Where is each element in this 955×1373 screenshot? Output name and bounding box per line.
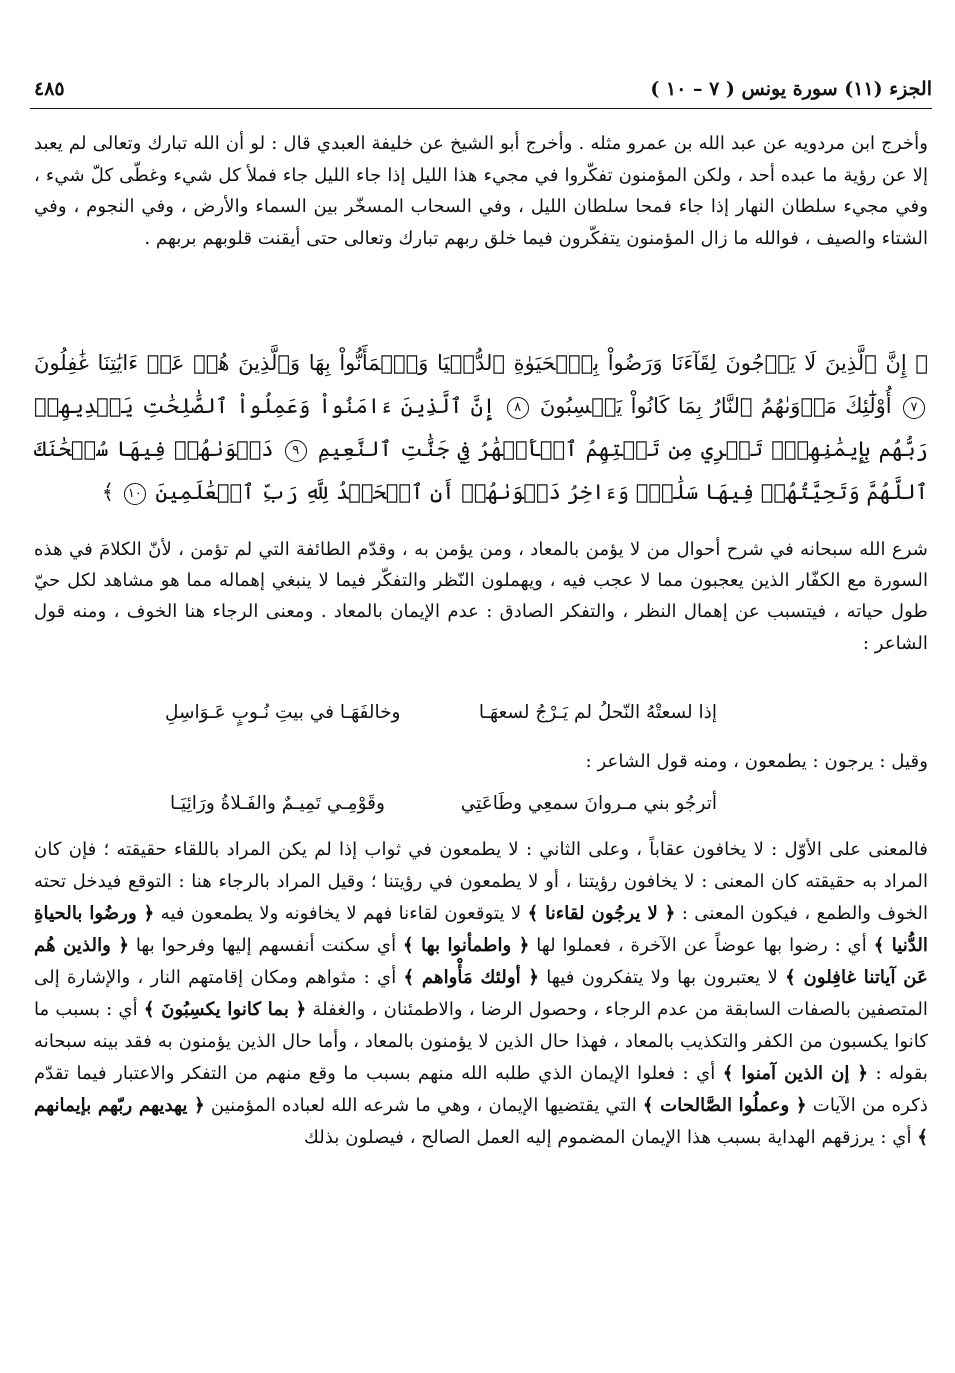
verse-number-8-marker: ٨ <box>507 397 529 419</box>
tafsir-text: أي : فعلوا الإيمان الذي طلبه الله منهم بسبب ما وقع منهم من التفكر والاعتبار فيما تقدّم ذكره من الآيات <box>34 1063 928 1116</box>
tafsir-text: أي : يرزقهم الهداية بسبب هذا الإيمان المضموم إليه العمل الصالح ، فيصلون بذلك <box>303 1127 918 1148</box>
quoted-phrase: ﴿ يهديهم ربّهم بإيمانهم ﴾ <box>34 1095 928 1148</box>
tafsir-text: فالمعنى على الأوّل : لا يخافون عقاباً ، وعلى الثاني : لا يطمعون في ثواب إذا لم يكن المراد باللقاء حقيقته ؛ فإن كان المراد به حقيقته كان المعنى : لا يخافون رؤيتنا ، أو لا يطمعون في رؤيتنا ؛ وقيل المراد بالرجاء هنا : التوقع فيدخل تحته الخوف والطمع ، فيكون المعنى : <box>34 839 928 924</box>
tafsir-text: أي سكنت أنفسهم إليها وفرحوا بها <box>128 935 404 956</box>
tafsir-paragraph <box>34 834 928 1154</box>
verse-number-10-marker: ١٠ <box>124 483 146 505</box>
quoted-phrase: ﴿ ورضُوا بالحياةِ الدُّنيا ﴾ <box>34 903 928 956</box>
page-number: ٤٨٥ <box>34 78 65 100</box>
verse-9: إِنَّ ٱلَّذِينَ ءَامَنُواْ وَعَمِلُواْ ٱلصَّٰلِحَٰتِ يَهۡدِيهِمۡ رَبُّهُم بِإِيمَٰنِهِمۡۖ تَجۡرِي مِن تَحۡتِهِمُ ٱلۡأَنۡهَٰرُ فِي جَنَّٰتِ ٱلنَّعِيمِ <box>34 394 928 461</box>
verse-7: إِنَّ ٱلَّذِينَ لَا يَرۡجُونَ لِقَآءَنَا وَرَضُواْ بِٱلۡحَيَوٰةِ ٱلدُّنۡيَا وَٱطۡمَأَنُّواْ بِهَا وَٱلَّذِينَ هُمۡ عَنۡ ءَايَٰتِنَا غَٰفِلُونَ <box>34 351 907 375</box>
ornate-bracket-close: ﴾ <box>101 480 115 504</box>
quoted-phrase: ﴿ بما كانوا يكسِبُونَ ﴾ <box>143 999 307 1020</box>
tafsir-text: أي : بسبب ما كانوا يكسبون من الكفر والتكذيب بالمعاد ، فهذا حال الذين لا يؤمنون بالمعاد ، وأما حال الذين يؤمنون به فقد بينه سبحانه بقوله : <box>34 999 928 1084</box>
tafsir-text: أي : مثواهم ومكان إقامتهم النار ، والإشارة إلى المتصفين بالصفات السابقة من عدم الرجاء ، وحصول الرضا ، والاطمئنان ، والغفلة <box>34 967 928 1020</box>
tafsir-text: التي يقتضيها الإيمان ، وهي ما شرعه الله لعباده المؤمنين <box>204 1095 643 1116</box>
verse-8: أُوْلَٰٓئِكَ مَأۡوَىٰهُمُ ٱلنَّارُ بِمَا كَانُواْ يَكۡسِبُونَ <box>539 394 892 418</box>
tafsir-text: أي : رضوا بها عوضاً عن الآخرة ، فعملوا لها <box>529 935 874 956</box>
poem2-first-hemistich: أترجُو بني مـروانَ سمعِي وطَاعَتِي <box>460 793 717 814</box>
verse-10: دَعۡوَىٰهُمۡ فِيهَا سُبۡحَٰنَكَ ٱللَّهُمَّ وَتَحِيَّتُهُمۡ فِيهَا سَلَٰمٞۚ وَءَاخِرُ دَعۡوَىٰهُمۡ أَنِ ٱلۡحَمۡدُ لِلَّهِ رَبِّ ٱلۡعَٰلَمِينَ <box>34 437 928 504</box>
quoted-phrase: ﴿ إن الذين آمنوا ﴾ <box>722 1063 869 1084</box>
running-title: الجزء (١١) سورة يونس ( ٧ – ١٠ ) <box>650 78 932 100</box>
ornate-bracket-open: ﴿ <box>915 351 928 375</box>
tafsir-text: لا يعتبرون بها ولا يتفكرون فيها <box>539 967 786 988</box>
quoted-phrase: ﴿ وعملُوا الصَّالحات ﴾ <box>642 1095 807 1116</box>
quoted-phrase: ﴿ لا يرجُون لقاءنا ﴾ <box>527 903 676 924</box>
commentary-paragraph: شرع الله سبحانه في شرح أحوال من لا يؤمن بالمعاد ، ومن يؤمن به ، وقدّم الطائفة التي لم تؤمن ، لأنّ الكلامَ في هذه السورة مع الكفّار الذين يعجبون مما لا عجب فيه ، ويهملون النّظر والتفكّر فيما لا ينبغي إهماله مما هو مشاهد لكل حيّ طول حياته ، فيتسبب عن إهمال النظر ، والتفكر الصادق : عدم الإيمان بالمعاد . ومعنى الرجاء هنا الخوف ، ومنه قول الشاعر : <box>34 539 928 654</box>
poem1-second-hemistich: وخالفَهَـا في بيتِ نُـوبٍ عَـوَاسِلِ <box>165 702 401 723</box>
verse-number-9-marker: ٩ <box>285 440 307 462</box>
quoted-phrase: ﴿ أولئك مَأْواهم ﴾ <box>403 967 540 988</box>
poem1-first-hemistich: إذا لسعتْهُ النّحلُ لم يَـرْجُ لسعهَـا <box>478 702 717 723</box>
verse-number-7-marker: ٧ <box>903 397 925 419</box>
page-header <box>30 76 932 109</box>
quoted-phrase: ﴿ واطمأنوا بها ﴾ <box>403 935 530 956</box>
intro-paragraph: وأخرج ابن مردويه عن عبد الله بن عمرو مثله . وأخرج أبو الشيخ عن خليفة العبدي قال : لو أن الله تبارك وتعالى لم يعبد إلا عن رؤية ما عبده أحد ، ولكن المؤمنون تفكّروا في مجيء هذا الليل إذا جاء الليل جاء فملأ كل شيء وغطّى كلّ شيء ، وفي مجيء سلطان النهار إذا جاء فمحا سلطان الليل ، وفي السحاب المسخّر بين السماء والأرض ، وفي النجوم ، وفي الشتاء والصيف ، فوالله ما زال المؤمنون يتفكّرون فيما خلق ربهم تبارك وتعالى حتى أيقنت قلوبهم بربهم . <box>34 133 928 249</box>
poem2-second-hemistich: وقَوْمِـي تَمِيـمٌ والفَـلاةُ ورَائِيَـا <box>170 793 385 814</box>
qeel-line: وقيل : يرجون : يطمعون ، ومنه قول الشاعر : <box>585 751 928 772</box>
quran-verses <box>34 342 928 514</box>
quoted-phrase: ﴿ والذين هُم عَن آياتنا غافِلون ﴾ <box>34 935 929 988</box>
tafsir-text: لا يتوقعون لقاءنا فهم لا يخافونه ولا يطمعون فيه <box>154 903 528 924</box>
